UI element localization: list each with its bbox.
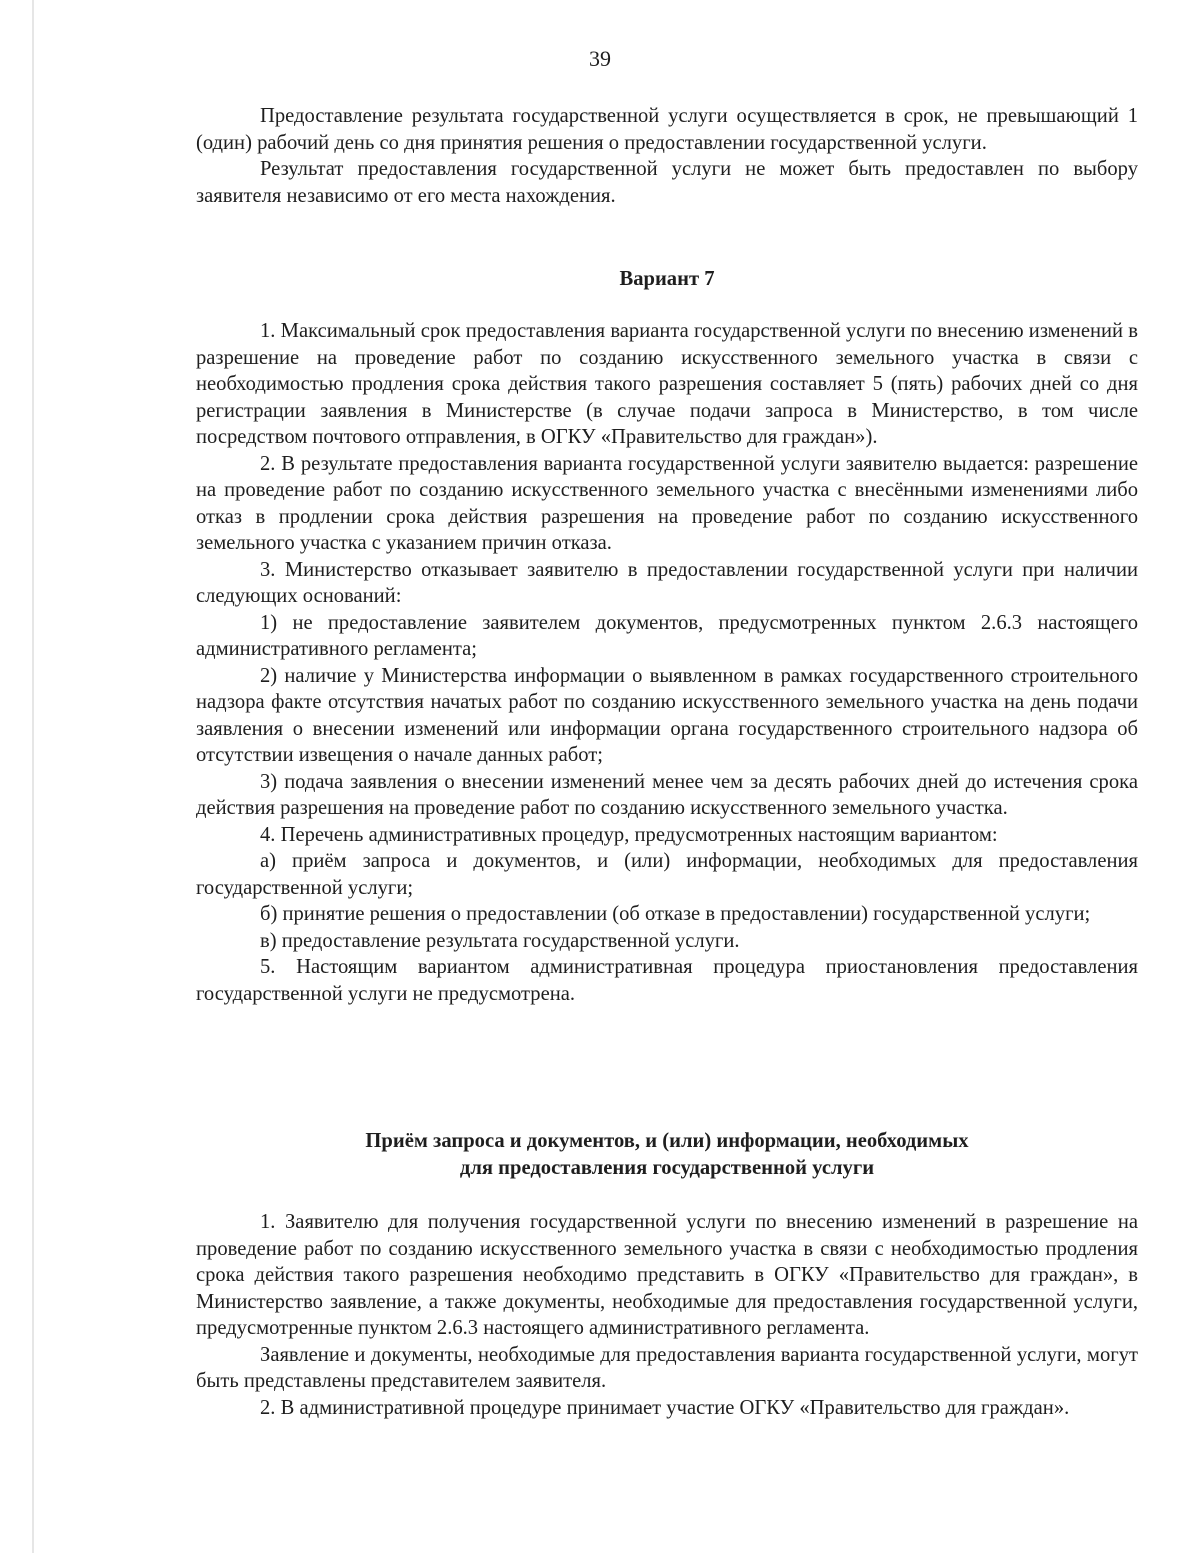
variant-paragraph: б) принятие решения о предоставлении (об отказе в предоставлении) государственной услуги; bbox=[260, 903, 1091, 925]
variant-paragraph: 2. В результате предоставления варианта государственной услуги заявителю выдается: разрешение на проведение работ по созданию искусственного земельного участка с внесёнными изменениями либо отказ в продлении срока действия разрешения на проведение работ по созданию искусственного земельного участка с указанием причин отказа. bbox=[196, 452, 1138, 554]
section-heading bbox=[196, 1128, 1138, 1181]
variant-paragraph: 3. Министерство отказывает заявителю в предоставлении государственной услуги при наличии следующих оснований: bbox=[196, 558, 1138, 607]
variant-paragraph: 4. Перечень административных процедур, предусмотренных настоящим вариантом: bbox=[260, 823, 998, 846]
intro-block bbox=[196, 103, 1138, 209]
variant-paragraph: 1. Максимальный срок предоставления варианта государственной услуги по внесению изменений в разрешение на проведение работ по созданию искусственного земельного участка в связи с необходимостью продления срока действия такого разрешения составляет 5 (пять) рабочих дней со дня регистрации заявления в Министерстве (в случае подачи запроса в Министерство, в том числе посредством почтового отправления, в ОГКУ «Правительство для граждан»). bbox=[196, 320, 1138, 448]
section-paragraph: Заявление и документы, необходимые для предоставления варианта государственной услуги, могут быть представлены представителем заявителя. bbox=[196, 1343, 1138, 1392]
variant-paragraph: 1) не предоставление заявителем документов, предусмотренных пунктом 2.6.3 настоящего административного регламента; bbox=[196, 611, 1138, 660]
variant-heading bbox=[196, 266, 1138, 293]
variant-paragraph: 3) подача заявления о внесении изменений менее чем за десять рабочих дней до истечения срока действия разрешения на проведение работ по созданию искусственного земельного участка. bbox=[196, 770, 1138, 819]
variant-paragraph: а) приём запроса и документов, и (или) информации, необходимых для предоставления государственной услуги; bbox=[196, 850, 1138, 899]
section-paragraph: 2. В административной процедуре принимает участие ОГКУ «Правительство для граждан». bbox=[260, 1396, 1070, 1419]
variant-paragraph: в) предоставление результата государственной услуги. bbox=[260, 929, 740, 952]
section-block bbox=[196, 1209, 1138, 1421]
variant-paragraph: 2) наличие у Министерства информации о выявленном в рамках государственного строительного надзора факте отсутствия начатых работ по созданию искусственного земельного участка на день подачи заявления о внесении изменений или информации органа государственного строительного надзора об отсутствии извещения о начале данных работ; bbox=[196, 664, 1138, 766]
variant-block bbox=[196, 318, 1138, 1007]
section-paragraph: 1. Заявителю для получения государственной услуги по внесению изменений в разрешение на проведение работ по созданию искусственного земельного участка в связи с необходимостью продления срока действия такого разрешения необходимо представить в ОГКУ «Правительство для граждан», в Министерство заявление, а также документы, необходимые для предоставления государственной услуги, предусмотренные пунктом 2.6.3 настоящего административного регламента. bbox=[196, 1211, 1138, 1339]
section-heading-line: для предоставления государственной услуги bbox=[459, 1156, 875, 1179]
section-heading-line: Приём запроса и документов, и (или) информации, необходимых bbox=[365, 1130, 969, 1152]
page-edge bbox=[32, 0, 34, 1553]
page-number: 39 bbox=[589, 46, 611, 71]
intro-paragraph: Результат предоставления государственной услуги не может быть предоставлен по выбору заявителя независимо от его места нахождения. bbox=[196, 158, 1138, 207]
variant-heading-text: Вариант 7 bbox=[619, 268, 715, 290]
variant-paragraph: 5. Настоящим вариантом административная процедура приостановления предоставления государственной услуги не предусмотрена. bbox=[196, 956, 1138, 1005]
intro-paragraph: Предоставление результата государственной услуги осуществляется в срок, не превышающий 1 (один) рабочий день со дня принятия решения о предоставлении государственной услуги. bbox=[196, 105, 1138, 154]
